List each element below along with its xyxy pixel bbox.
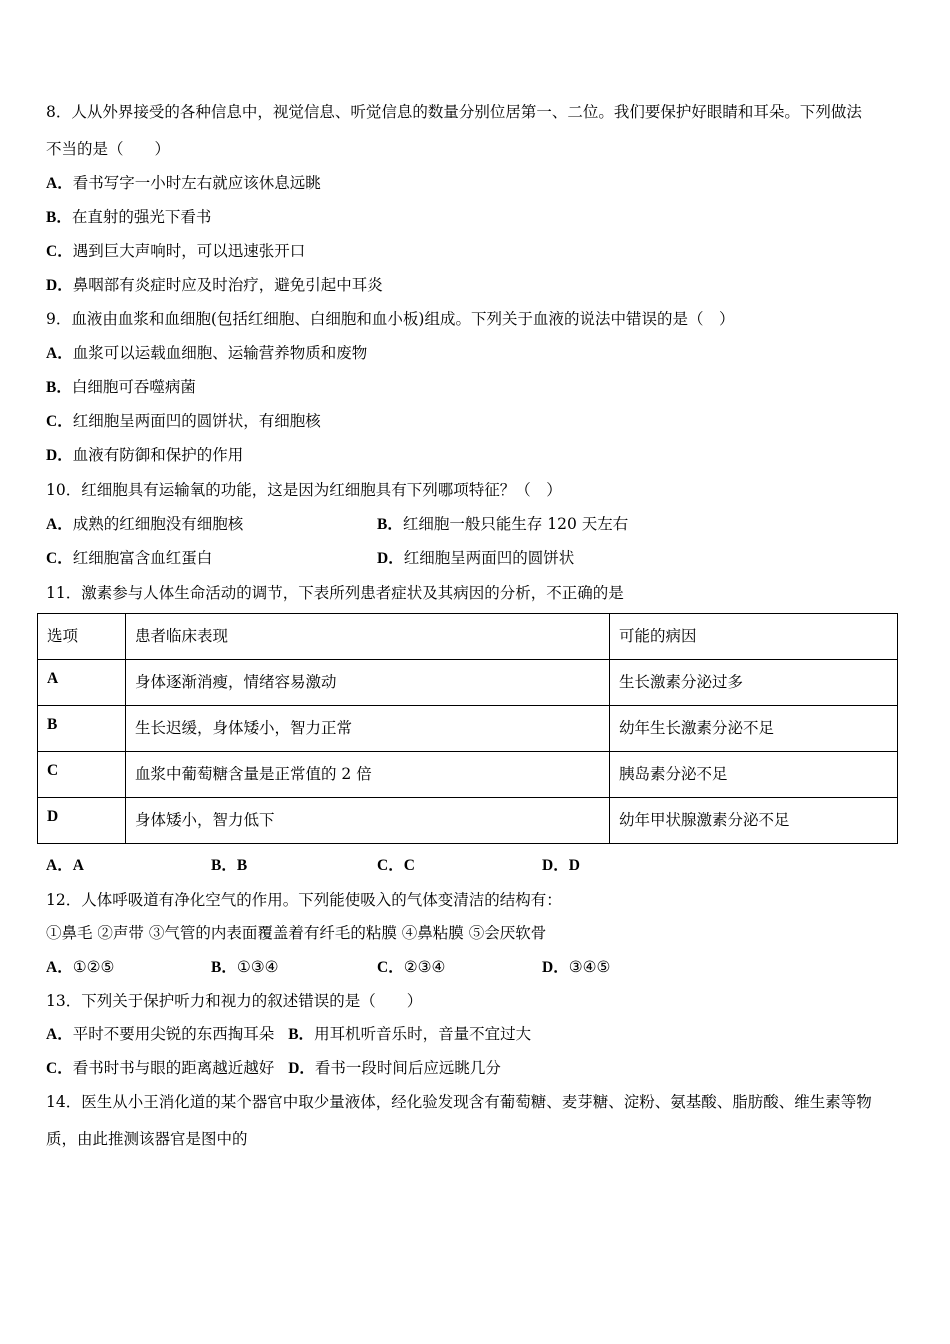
table-cell-cause: 幼年生长激素分泌不足: [610, 706, 898, 752]
q12-option-d: [542, 957, 610, 978]
table-cell-symptom: 身体矮小，智力低下: [126, 798, 610, 844]
q8-option-a: [46, 173, 321, 194]
option-text: ③④⑤: [568, 958, 611, 976]
q14-stem-line2: 质，由此推测该器官是图中的: [46, 1130, 248, 1148]
q12-option-c: [377, 957, 445, 978]
table-cell-option: D: [38, 798, 126, 844]
option-text: 看书一段时间后应远眺几分: [314, 1059, 501, 1077]
option-text: A: [72, 857, 84, 874]
option-text: 用耳机听音乐时，音量不宜过大: [314, 1025, 532, 1043]
q11-option-b: [211, 856, 247, 876]
table-cell-option: A: [38, 660, 126, 706]
q12-option-b: [211, 957, 279, 978]
option-text: C: [403, 857, 415, 874]
option-label: B．: [46, 379, 72, 396]
q13-options-row1: [46, 1024, 531, 1045]
option-text: 鼻咽部有炎症时应及时治疗，避免引起中耳炎: [72, 276, 383, 294]
option-label: D．: [288, 1060, 315, 1077]
option-label: D．: [46, 447, 73, 464]
option-label: A．: [46, 175, 73, 192]
option-label: B．: [46, 209, 72, 226]
q9-stem: 9．血液由血浆和血细胞(包括红细胞、白细胞和血小板)组成。下列关于血液的说法中错误的是（ ）: [46, 310, 735, 328]
q8-option-c: [46, 241, 305, 262]
q10-stem: 10．红细胞具有运输氧的功能，这是因为红细胞具有下列哪项特征？（ ）: [46, 481, 562, 499]
table-cell-symptom: 生长迟缓，身体矮小，智力正常: [126, 706, 610, 752]
option-text: 平时不要用尖锐的东西掏耳朵: [72, 1025, 275, 1043]
option-text: 红细胞富含血红蛋白: [72, 549, 213, 567]
q13-stem: 13．下列关于保护听力和视力的叙述错误的是（ ）: [46, 992, 423, 1010]
table-cell-cause: 幼年甲状腺激素分泌不足: [610, 798, 898, 844]
option-label: A．: [46, 959, 73, 976]
option-label: D．: [377, 550, 404, 567]
option-text: B: [236, 857, 248, 874]
q10-option-c: [46, 548, 212, 569]
table-cell-option: B: [38, 706, 126, 752]
option-text: 看书写字一小时左右就应该休息远眺: [72, 174, 321, 192]
option-text: 看书时书与眼的距离越近越好: [72, 1059, 275, 1077]
table-row: [38, 660, 898, 706]
q13-options-row2: [46, 1058, 501, 1079]
q12-option-a: [46, 957, 114, 978]
table-cell-symptom: 血浆中葡萄糖含量是正常值的 2 倍: [126, 752, 610, 798]
table-cell-option: C: [38, 752, 126, 798]
table-header-cell: 患者临床表现: [126, 614, 610, 660]
q9-option-d: [46, 445, 243, 466]
option-text: 红细胞呈两面凹的圆饼状，有细胞核: [72, 412, 321, 430]
table-header-row: [38, 614, 898, 660]
option-label: A．: [46, 857, 73, 874]
option-label: C．: [377, 959, 404, 976]
option-label: D．: [542, 857, 569, 874]
option-label: C．: [46, 550, 73, 567]
option-label: C．: [46, 243, 73, 260]
option-label: B．: [288, 1026, 315, 1043]
option-text: ①③④: [236, 958, 279, 976]
option-text: 成熟的红细胞没有细胞核: [72, 515, 244, 533]
q8-stem-line2: 不当的是（ ）: [46, 140, 171, 158]
option-label: D．: [542, 959, 569, 976]
option-text: 红细胞一般只能生存 120 天左右: [402, 515, 629, 533]
q11-stem: 11．激素参与人体生命活动的调节，下表所列患者症状及其病因的分析，不正确的是: [46, 584, 624, 602]
q10-option-d: [377, 548, 574, 569]
table-cell-cause: 生长激素分泌过多: [610, 660, 898, 706]
q11-table: [37, 613, 898, 844]
option-label: A．: [46, 345, 73, 362]
option-text: 在直射的强光下看书: [71, 208, 212, 226]
table-cell-symptom: 身体逐渐消瘦，情绪容易激动: [126, 660, 610, 706]
q8-option-d: [46, 275, 383, 296]
q8-stem-line1: 8．人从外界接受的各种信息中，视觉信息、听觉信息的数量分别位居第一、二位。我们要保护好眼睛和耳朵。下列做法: [46, 103, 862, 121]
option-text: 遇到巨大声响时，可以迅速张开口: [72, 242, 306, 260]
table-row: [38, 706, 898, 752]
option-text: 血浆可以运载血细胞、运输营养物质和废物: [72, 344, 368, 362]
q11-option-d: [542, 856, 580, 876]
q8-option-b: [46, 207, 211, 228]
table-header-cell: 选项: [38, 614, 126, 660]
option-label: B．: [211, 857, 237, 874]
q12-stem: 12．人体呼吸道有净化空气的作用。下列能使吸入的气体变清洁的结构有：: [46, 891, 562, 909]
option-label: B．: [211, 959, 237, 976]
option-text: D: [568, 857, 580, 874]
option-label: C．: [46, 1060, 73, 1077]
option-text: 白细胞可吞噬病菌: [71, 378, 196, 396]
q12-items: ①鼻毛 ②声带 ③气管的内表面覆盖着有纤毛的粘膜 ④鼻粘膜 ⑤会厌软骨: [46, 924, 547, 942]
option-label: D．: [46, 277, 73, 294]
option-text: 红细胞呈两面凹的圆饼状: [403, 549, 575, 567]
table-cell-cause: 胰岛素分泌不足: [610, 752, 898, 798]
option-text: 血液有防御和保护的作用: [72, 446, 244, 464]
q11-option-c: [377, 856, 415, 876]
q9-option-c: [46, 411, 321, 432]
q14-stem-line1: 14．医生从小王消化道的某个器官中取少量液体，经化验发现含有葡萄糖、麦芽糖、淀粉、氨基酸、脂肪酸、维生素等物: [46, 1093, 872, 1111]
table-header-cell: 可能的病因: [610, 614, 898, 660]
table-row: [38, 752, 898, 798]
q10-option-b: [377, 514, 628, 535]
option-text: ①②⑤: [72, 958, 115, 976]
q9-option-a: [46, 343, 367, 364]
option-label: C．: [46, 413, 73, 430]
option-label: B．: [377, 516, 403, 533]
option-label: A．: [46, 516, 73, 533]
q11-option-a: [46, 856, 84, 876]
q10-option-a: [46, 514, 243, 535]
option-label: A．: [46, 1026, 73, 1043]
option-label: C．: [377, 857, 404, 874]
table-row: [38, 798, 898, 844]
option-text: ②③④: [403, 958, 446, 976]
q9-option-b: [46, 377, 196, 398]
